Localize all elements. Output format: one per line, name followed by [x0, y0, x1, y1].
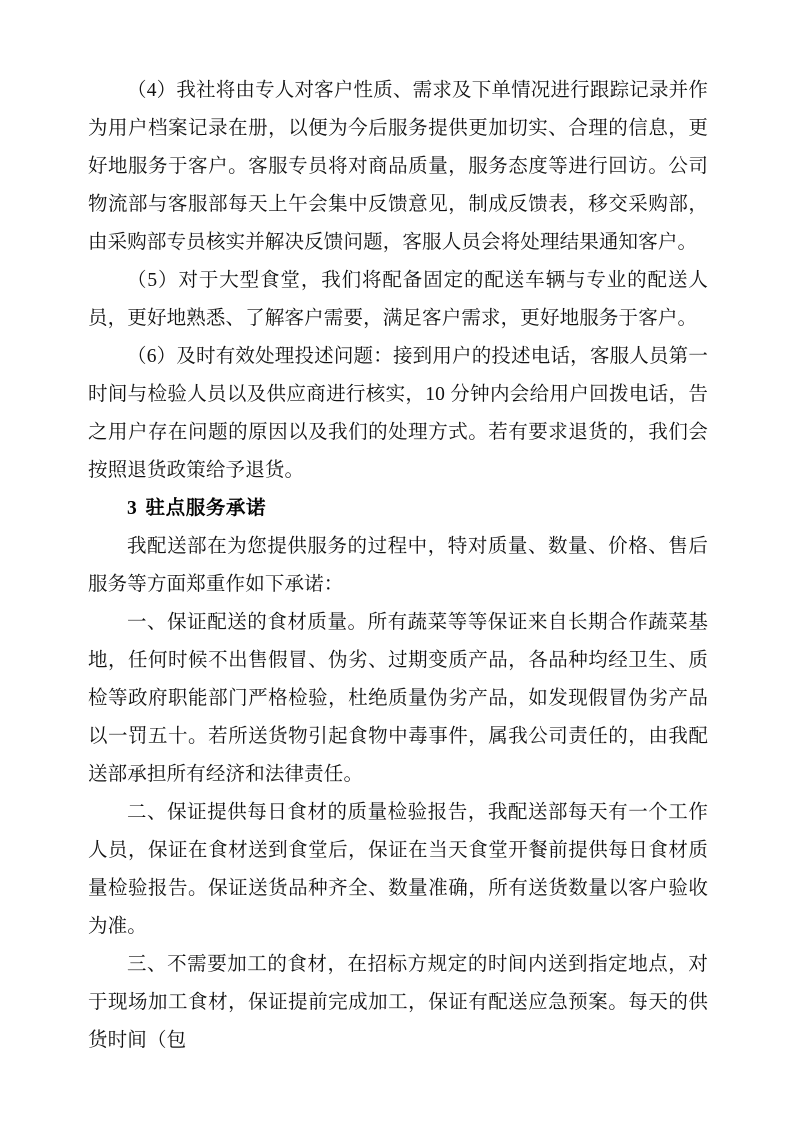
document-body	[88, 72, 708, 1060]
paragraph-item-6: （6）及时有效处理投述问题：接到用户的投述电话，客服人员第一时间与检验人员以及供应商进行核实，10 分钟内会给用户回拨电话，告之用户存在问题的原因以及我们的处理方式。若有要求退货的，我们会按照退货政策给予退货。	[88, 346, 708, 481]
paragraph-item-4: （4）我社将由专人对客户性质、需求及下单情况进行跟踪记录并作为用户档案记录在册，以便为今后服务提供更加切实、合理的信息，更好地服务于客户。客服专员将对商品质量，服务态度等进行回访。公司物流部与客服部每天上午会集中反馈意见，制成反馈表，移交采购部，由采购部专员核实并解决反馈问题，客服人员会将处理结果通知客户。	[88, 80, 708, 253]
section-heading-number: 3	[127, 498, 137, 519]
paragraph-commitment-1: 一、保证配送的食材质量。所有蔬菜等等保证来自长期合作蔬菜基地，任何时候不出售假冒、伪劣、过期变质产品，各品种均经卫生、质检等政府职能部门严格检验，杜绝质量伪劣产品，如发现假冒伪劣产品以一罚五十。若所送货物引起食物中毒事件，属我公司责任的，由我配送部承担所有经济和法律责任。	[88, 612, 708, 785]
paragraph-intro: 我配送部在为您提供服务的过程中，特对质量、数量、价格、售后服务等方面郑重作如下承诺：	[88, 536, 708, 595]
section-heading-3	[88, 490, 708, 528]
paragraph-commitment-3: 三、不需要加工的食材，在招标方规定的时间内送到指定地点，对于现场加工食材，保证提前完成加工，保证有配送应急预案。每天的供货时间（包	[88, 954, 708, 1051]
section-heading-title: 驻点服务承诺	[145, 498, 267, 519]
paragraph-item-5: （5）对于大型食堂，我们将配备固定的配送车辆与专业的配送人员，更好地熟悉、了解客户需要，满足客户需求，更好地服务于客户。	[88, 270, 708, 329]
paragraph-commitment-2: 二、保证提供每日食材的质量检验报告，我配送部每天有一个工作人员，保证在食材送到食堂后，保证在当天食堂开餐前提供每日食材质量检验报告。保证送货品种齐全、数量准确，所有送货数量以客户验收为准。	[88, 802, 708, 937]
